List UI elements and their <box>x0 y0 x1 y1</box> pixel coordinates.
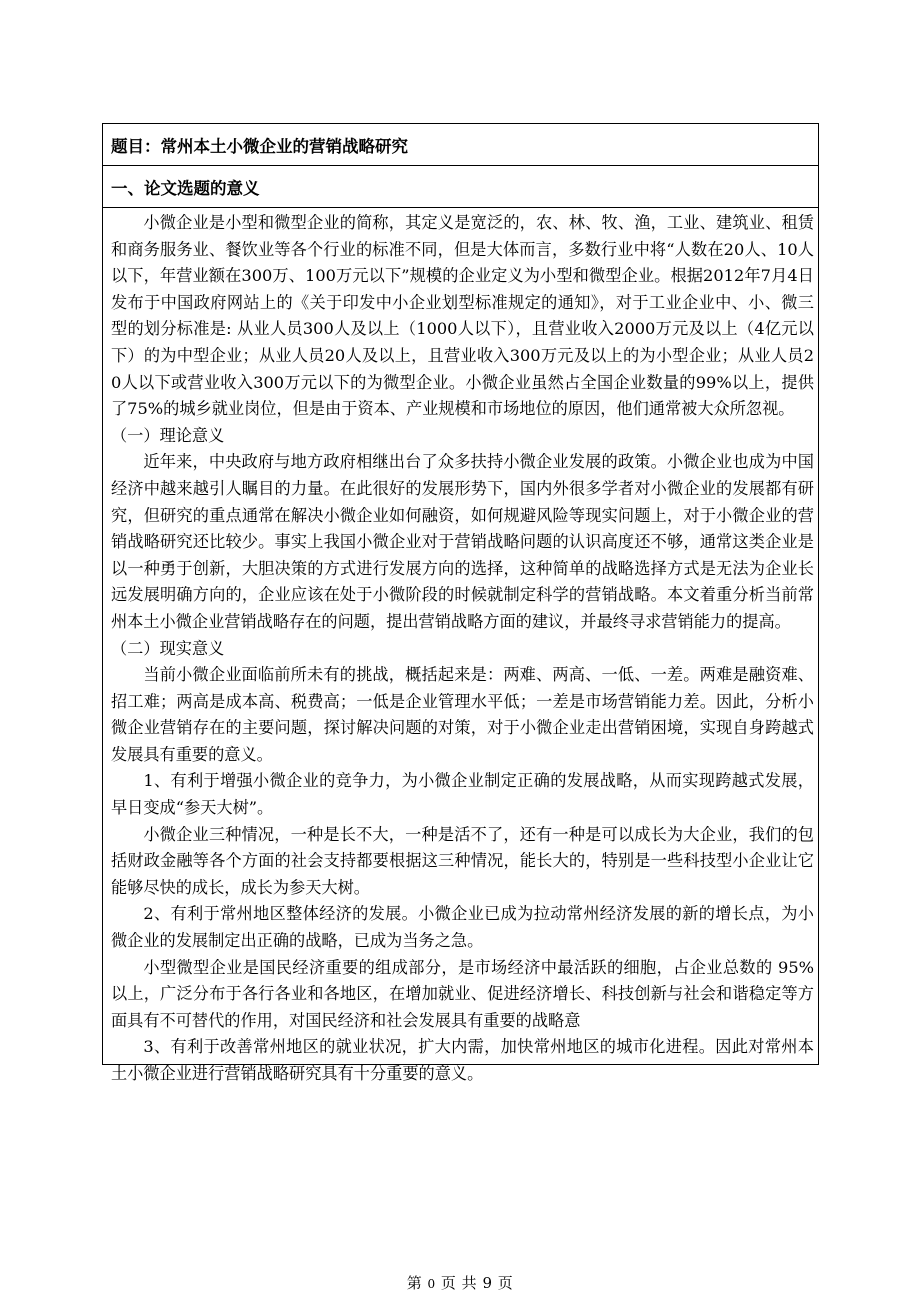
thesis-title: 常州本土小微企业的营销战略研究 <box>160 136 408 156</box>
footer-mid: 页 共 <box>440 1274 478 1292</box>
title-label: 题目： <box>111 136 161 156</box>
section-heading-row <box>103 166 818 208</box>
document-table <box>102 123 819 1083</box>
section-heading: 一、论文选题的意义 <box>111 178 260 198</box>
title-row <box>103 124 818 166</box>
footer-suffix: 页 <box>497 1274 514 1292</box>
paragraph-practice: 当前小微企业面临前所未有的挑战，概括起来是：两难、两高、一低、一差。两难是融资难、招工难；两高是成本高、税费高；一低是企业管理水平低；一差是市场营销能力差。因此，分析小微企业营销存在的主要问题，探讨解决问题的对策，对于小微企业走出营销困境，实现自身跨越式发展具有重要的意义。 <box>111 665 814 764</box>
paragraph-theory: 近年来，中央政府与地方政府相继出台了众多扶持小微企业发展的政策。小微企业也成为中国经济中越来越引人瞩目的力量。在此很好的发展形势下，国内外很多学者对小微企业的发展都有研究，但研究的重点通常在解决小微企业如何融资，如何规避风险等现实问题上，对于小微企业的营销战略研究还比较少。事实上我国小微企业对于营销战略问题的认识高度还不够，通常这类企业是以一种勇于创新，大胆决策的方式进行发展方向的选择，这种简单的战略选择方式是无法为企业长远发展明确方向的，企业应该在处于小微阶段的时候就制定科学的营销战略。本文着重分析当前常州本土小微企业营销战略存在的问题，提出营销战略方面的建议，并最终寻求营销能力的提高。 <box>111 452 814 631</box>
page-footer <box>0 1272 920 1293</box>
footer-page-number: 0 <box>427 1277 436 1291</box>
subheading-theory: （一）理论意义 <box>111 425 225 445</box>
paragraph-point-1: 1、有利于增强小微企业的竞争力，为小微企业制定正确的发展战略，从而实现跨越式发展，早日变成“参天大树”。 <box>111 771 814 818</box>
paragraph-point-2: 2、有利于常州地区整体经济的发展。小微企业已成为拉动常州经济发展的新的增长点，为小微企业的发展制定出正确的战略，已成为当务之急。 <box>111 904 814 951</box>
paragraph-economy-role: 小型微型企业是国民经济重要的组成部分，是市场经济中最活跃的细胞，占企业总数的 95%以上，广泛分布于各行各业和各地区，在增加就业、促进经济增长、科技创新与社会和谐稳定等方面具有不可替代的作用，对国民经济和社会发展具有重要的战略意 <box>111 957 814 1030</box>
subheading-practice: （二）现实意义 <box>111 638 225 658</box>
body-cell <box>103 208 818 1083</box>
paragraph-three-cases: 小微企业三种情况，一种是长不大，一种是活不了，还有一种是可以成长为大企业，我们的包括财政金融等各个方面的社会支持都要根据这三种情况，能长大的，特别是一些科技型小企业让它能够尽快的成长，成长为参天大树。 <box>111 824 814 897</box>
paragraph-definition: 小微企业是小型和微型企业的简称，其定义是宽泛的，农、林、牧、渔，工业、建筑业、租赁和商务服务业、餐饮业等各个行业的标准不同，但是大体而言，多数行业中将“人数在20人、10人以下，年营业额在300万、100万元以下”规模的企业定义为小型和微型企业。根据2012年7月4日发布于中国政府网站上的《关于印发中小企业划型标准规定的通知》，对于工业企业中、小、微三型的划分标准是: 从业人员300人及以上（1000人以下），且营业收入2000万元及以上（4亿元以下）的为中型企业；从业人员20人及以上，且营业收入300万元及以上的为小型企业；从业人员20人以下或营业收入300万元以下的为微型企业。小微企业虽然占全国企业数量的99%以上，提供了75%的城乡就业岗位，但是由于资本、产业规模和市场地位的原因，他们通常被大众所忽视。 <box>111 213 814 419</box>
footer-total-pages: 9 <box>482 1274 493 1292</box>
paragraph-point-3: 3、有利于改善常州地区的就业状况，扩大内需，加快常州地区的城市化进程。因此对常州本土小微企业进行营销战略研究具有十分重要的意义。 <box>111 1037 814 1083</box>
footer-prefix: 第 <box>406 1274 423 1292</box>
